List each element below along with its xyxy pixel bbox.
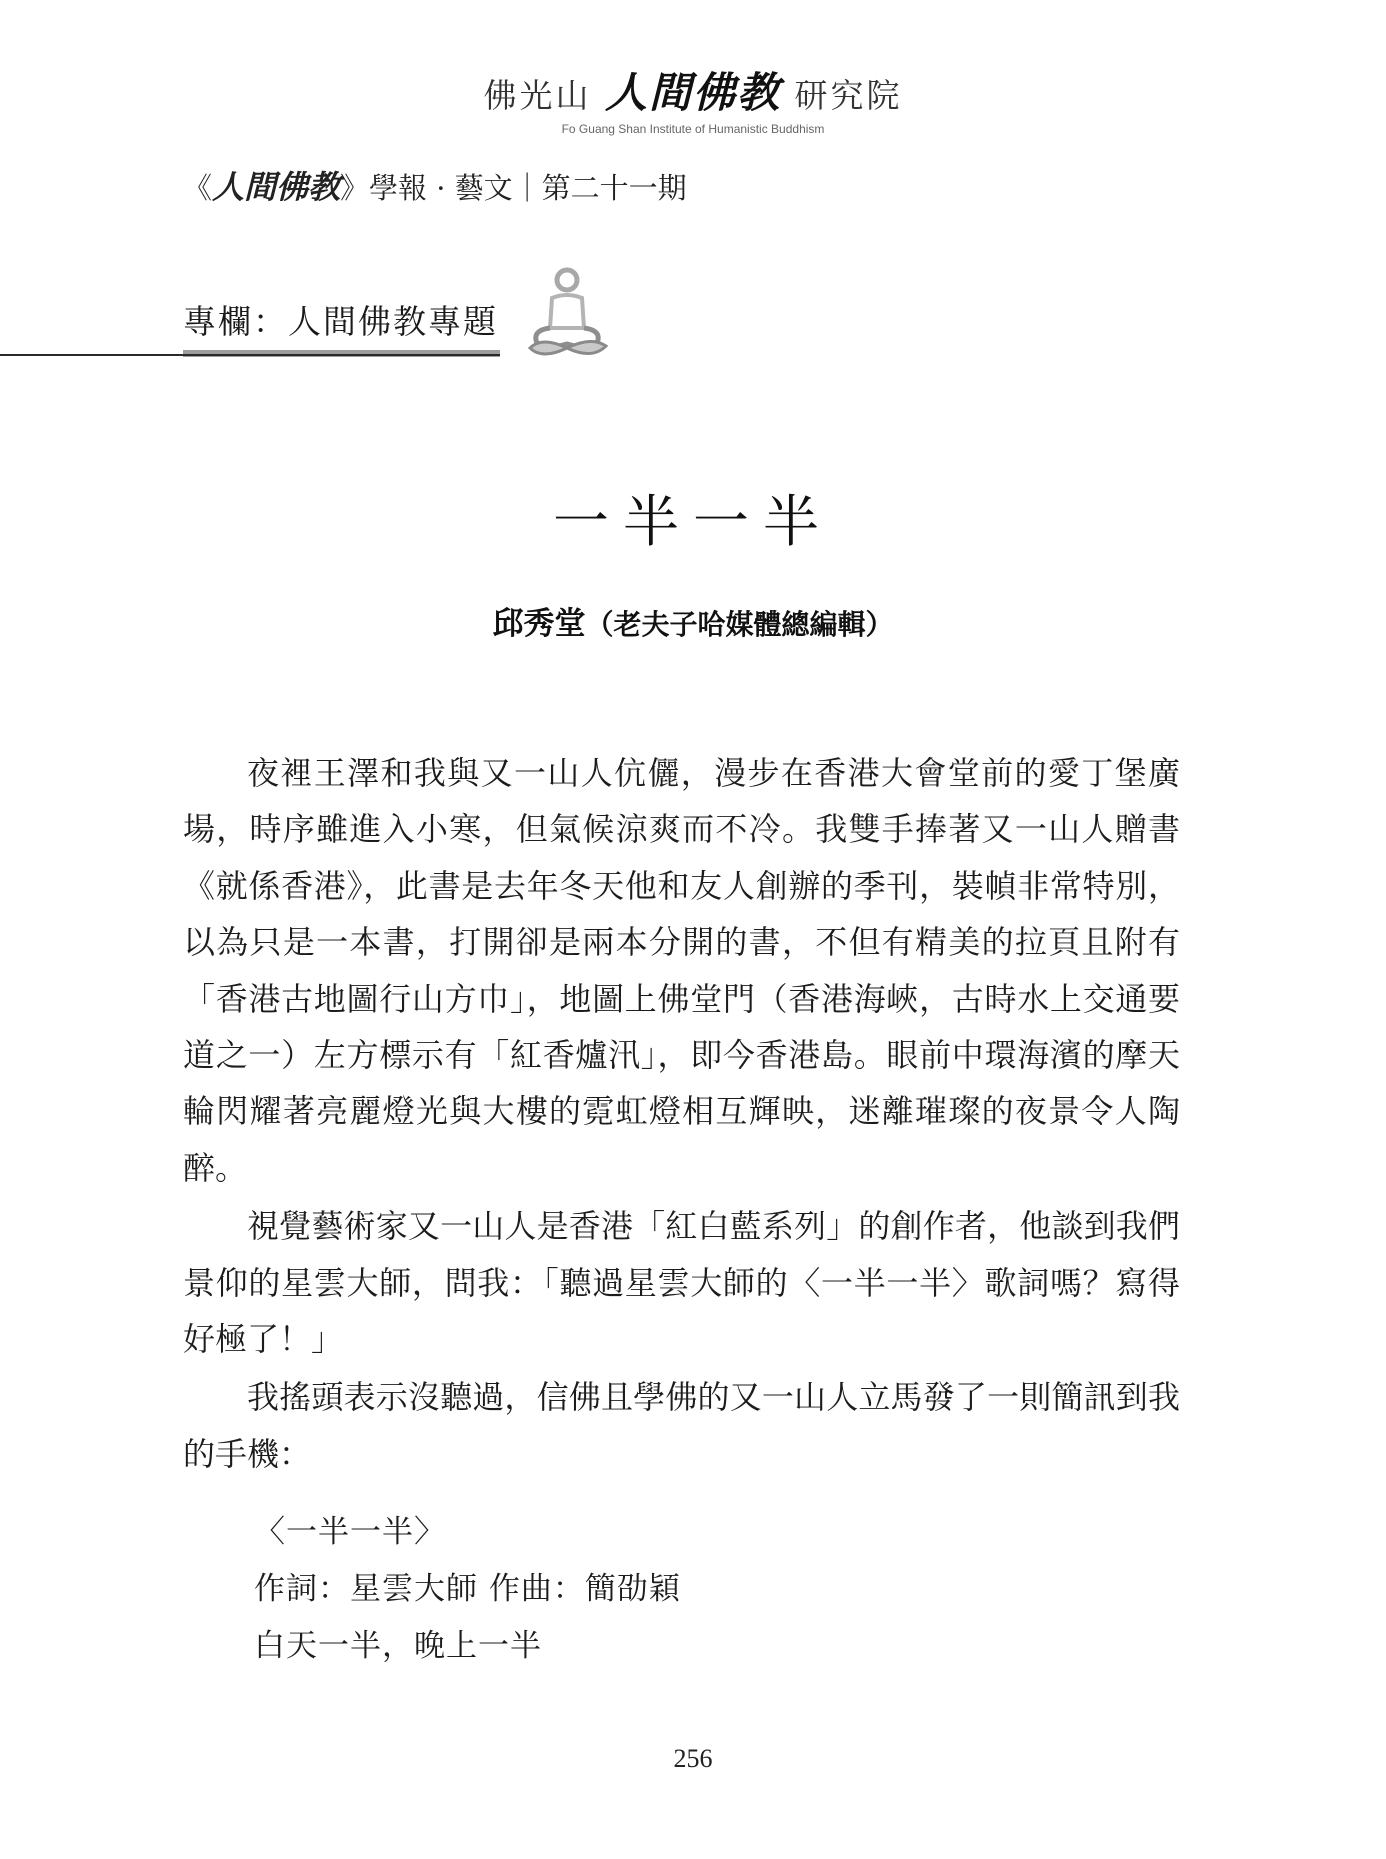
brand-main: 人間佛教 bbox=[604, 68, 781, 117]
institute-logo bbox=[0, 60, 1386, 136]
lyrics-credits: 作詞：星雲大師 作曲：簡劭穎 bbox=[254, 1571, 681, 1607]
brand-suffix: 研究院 bbox=[794, 76, 903, 115]
article-body bbox=[183, 745, 1180, 1484]
author-line bbox=[0, 598, 1386, 643]
journal-line bbox=[183, 162, 687, 208]
page-number: 256 bbox=[673, 1744, 713, 1773]
author-affiliation: （老夫子哈媒體總編輯） bbox=[585, 608, 894, 641]
author-name: 邱秀堂 bbox=[492, 606, 586, 642]
paragraph: 我搖頭表示沒聽過，信佛且學佛的又一山人立馬發了一則簡訊到我的手機： bbox=[183, 1378, 1180, 1473]
lyrics-title: 〈一半一半〉 bbox=[254, 1514, 446, 1550]
column-label: 專欄：人間佛教專題 bbox=[183, 302, 498, 341]
brand-english: Fo Guang Shan Institute of Humanistic Buddhism bbox=[561, 122, 825, 136]
banner-rule-dark bbox=[0, 354, 500, 356]
meditation-figure-icon bbox=[522, 266, 612, 366]
journal-open-bracket: 《 bbox=[183, 171, 213, 205]
lyrics-block bbox=[254, 1504, 1154, 1675]
lyrics-line: 白天一半，晚上一半 bbox=[254, 1628, 542, 1664]
paragraph: 夜裡王澤和我與又一山人伉儷，漫步在香港大會堂前的愛丁堡廣場，時序雖進入小寒，但氣候涼爽而不冷。我雙手捧著又一山人贈書《就係香港》，此書是去年冬天他和友人創辦的季刊，裝幀非常特別，以為只是一本書，打開卻是兩本分開的書，不但有精美的拉頁且附有「香港古地圖行山方巾」，地圖上佛堂門（香港海峽，古時水上交通要道之一）左方標示有「紅香爐汛」，即今香港島。眼前中環海濱的摩天輪閃耀著亮麗燈光與大樓的霓虹燈相互輝映，迷離璀璨的夜景令人陶醉。 bbox=[183, 754, 1180, 1187]
article-title: 一半一半 bbox=[553, 490, 833, 555]
brand-prefix: 佛光山 bbox=[483, 76, 592, 115]
journal-name: 人間佛教 bbox=[212, 168, 341, 206]
journal-rest: 》學報 · 藝文｜第二十一期 bbox=[340, 171, 687, 205]
paragraph: 視覺藝術家又一山人是香港「紅白藍系列」的創作者，他談到我們景仰的星雲大師，問我：「聽過星雲大師的〈一半一半〉歌詞嗎？寫得好極了！」 bbox=[183, 1207, 1180, 1359]
